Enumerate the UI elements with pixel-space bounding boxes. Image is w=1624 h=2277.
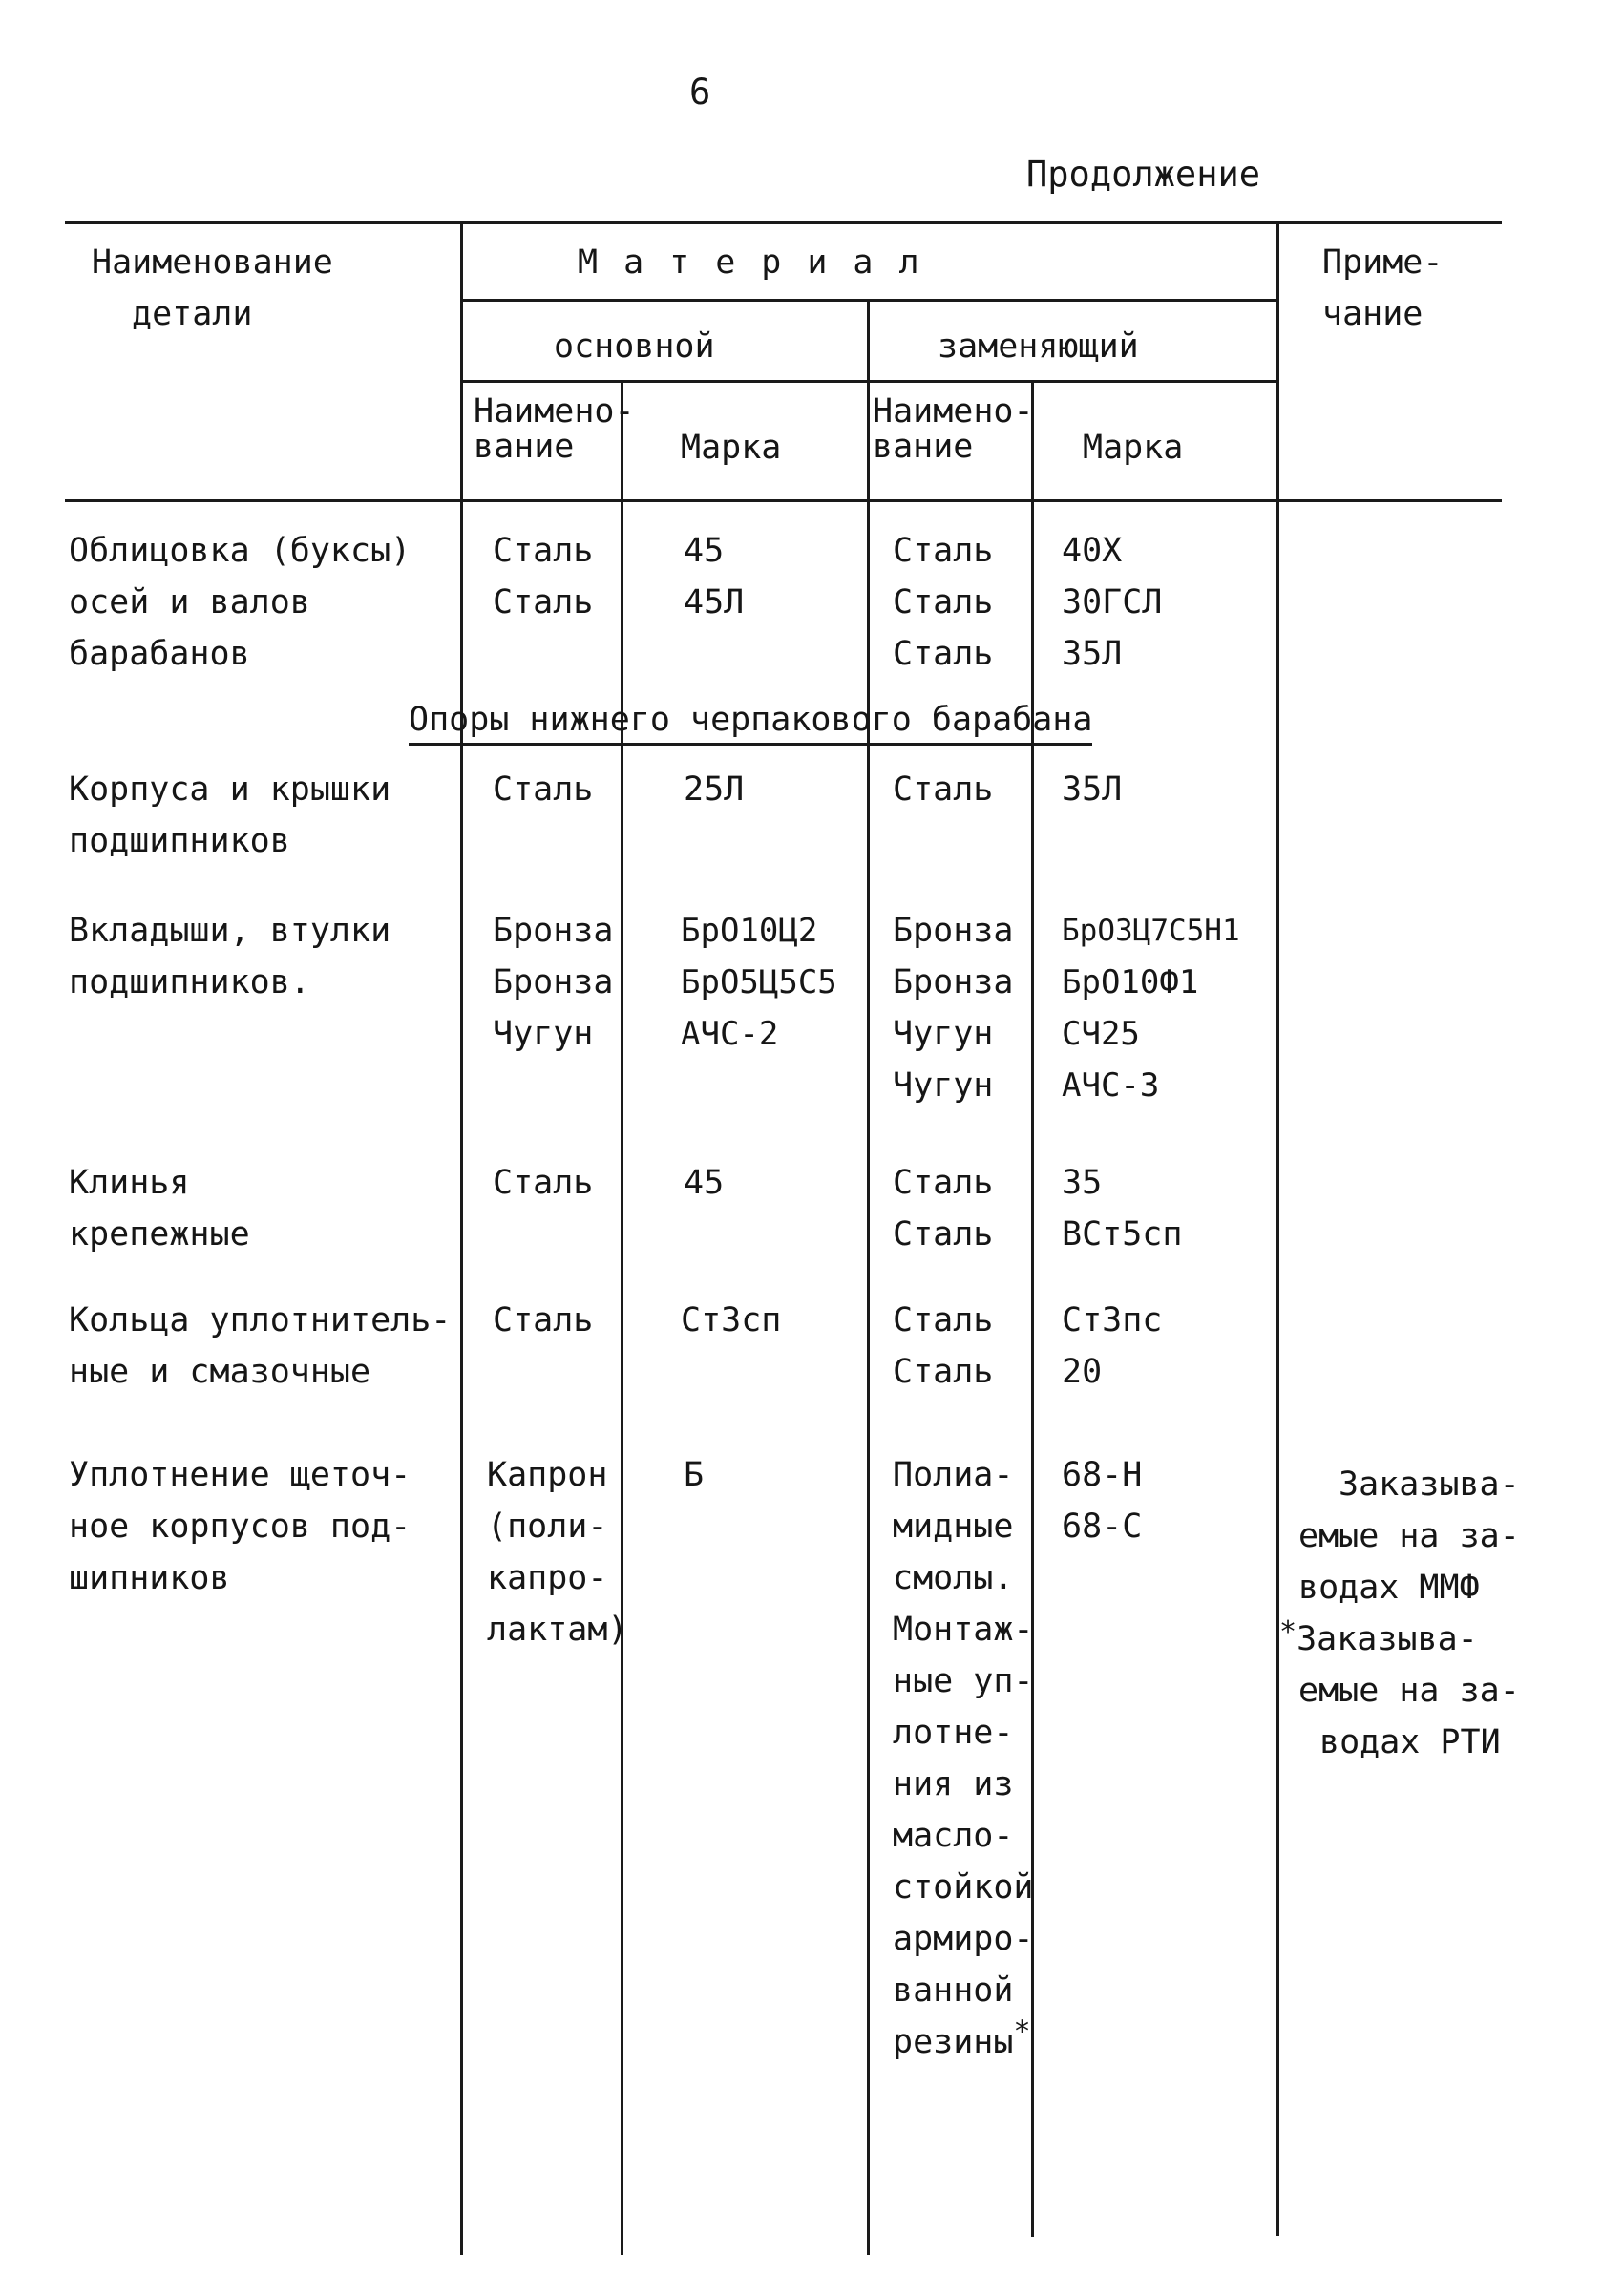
row-1-sub-grade: 40Х 30ГСЛ 35Л [1062, 532, 1163, 673]
header-part-name: Наименование детали [92, 243, 333, 333]
header-note: Приме- чание [1322, 243, 1444, 333]
header-substitute: заменяющий [938, 327, 1139, 366]
row-1-part: Облицовка (буксы) осей и валов барабанов [69, 532, 411, 673]
continuation-label: Продолжение [1026, 154, 1261, 195]
material-rule [463, 299, 1279, 302]
row-6-sub-grade: 68-Н 68-С [1062, 1456, 1143, 1546]
col-rule-2 [621, 380, 623, 2255]
row-1-main-grade: 45 45Л [684, 532, 745, 622]
page-number: 6 [689, 72, 711, 113]
row-5-part: Кольца уплотнитель- ные и смазочные [69, 1301, 452, 1391]
row-6-main-name: Капрон (поли- капро- лактам) [487, 1456, 628, 1649]
col-rule-3 [867, 299, 870, 2255]
header-main-name-col: Наимено- вание [474, 392, 635, 466]
row-4-sub-name: Сталь Сталь [893, 1164, 994, 1254]
row-2-sub-name: Сталь [893, 770, 994, 809]
footnote-star: * [1013, 2014, 1031, 2049]
row-2-main-name: Сталь [493, 770, 594, 809]
row-4-part: Клинья крепежные [69, 1164, 250, 1254]
row-4-sub-grade: 35 ВСт5сп [1062, 1164, 1183, 1254]
row-1-sub-name: Сталь Сталь Сталь [893, 532, 994, 673]
row-6-part: Уплотнение щеточ- ное корпусов под- шипников [69, 1456, 411, 1597]
row-6-note: Заказыва- емые на за- водах ММФ *Заказыва- емые на за- водах РТИ [1279, 1465, 1520, 1761]
row-6-main-grade: Б [684, 1456, 705, 1494]
header-bottom-rule [65, 499, 1502, 502]
row-3-part: Вкладыши, втулки подшипников. [69, 912, 391, 1001]
header-sub-grade-col: Марка [1083, 429, 1184, 467]
row-3-sub-name: Бронза Бронза Чугун Чугун [893, 912, 1014, 1105]
header-material: Материал [578, 243, 945, 282]
row-4-main-grade: 45 [684, 1164, 725, 1202]
subheader-rule [463, 380, 1279, 383]
header-main: основной [554, 327, 715, 366]
row-3-sub-grade: БрО3Ц7С5Н1 БрО10Ф1 СЧ25 АЧС-3 [1062, 914, 1240, 1105]
row-5-main-name: Сталь [493, 1301, 594, 1339]
row-2-main-grade: 25Л [684, 770, 745, 809]
section-title: Опоры нижнего черпакового барабана [409, 697, 1092, 746]
row-3-main-name: Бронза Бронза Чугун [493, 912, 614, 1053]
header-sub-name-col: Наимено- вание [873, 392, 1034, 466]
row-1-main-name: Сталь Сталь [493, 532, 594, 622]
table-top-rule [65, 221, 1502, 224]
col-rule-5 [1276, 221, 1279, 2236]
row-5-sub-name: Сталь Сталь [893, 1301, 994, 1391]
row-3-main-grade: БрО10Ц2 БрО5Ц5С5 АЧС-2 [681, 912, 837, 1053]
row-5-main-grade: Ст3сп [681, 1301, 782, 1339]
row-6-sub-name: Полиа- мидные смолы. Монтаж- ные уп- лотне- ния из масло- стойкой армиро- ванной резины* [893, 1456, 1034, 2061]
row-5-sub-grade: Ст3пс 20 [1062, 1301, 1163, 1391]
col-rule-1 [460, 221, 463, 2255]
footnote-star: * [1279, 1615, 1297, 1649]
row-4-main-name: Сталь [493, 1164, 594, 1202]
row-2-sub-grade: 35Л [1062, 770, 1123, 809]
row-2-part: Корпуса и крышки подшипников [69, 770, 391, 860]
header-main-grade-col: Марка [681, 429, 782, 467]
